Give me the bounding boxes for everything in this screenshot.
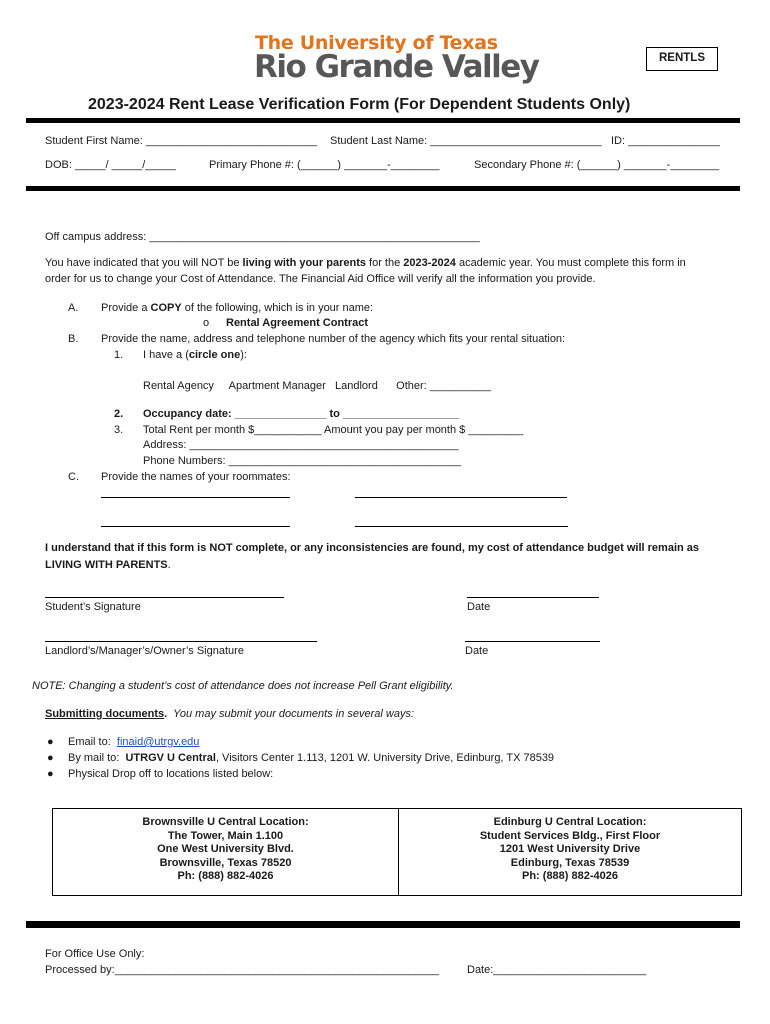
- edinburg-line: Edinburg U Central Location:: [493, 816, 647, 828]
- occupancy-date-field[interactable]: Occupancy date: _______________ to ___________________: [143, 408, 460, 420]
- brownsville-line: Brownsville, Texas 78520: [159, 856, 292, 869]
- brownsville-line: The Tower, Main 1.100: [167, 829, 284, 842]
- dob-field[interactable]: DOB: _____/ _____/_____: [45, 159, 176, 171]
- section-c-text: Provide the names of your roommates:: [101, 471, 291, 483]
- office-date-field[interactable]: Date:_________________________: [467, 964, 647, 976]
- edinburg-line: Student Services Bldg., First Floor: [479, 829, 661, 842]
- roommate-line-3[interactable]: [101, 526, 290, 527]
- email-link[interactable]: finaid@utrgv.edu: [116, 736, 200, 748]
- section-a-marker: A.: [68, 302, 79, 314]
- intro-line-2: order for us to change your Cost of Attendance. The Financial Aid Office will verify all the information you provide.: [45, 273, 596, 285]
- bullet-icon: ●: [47, 736, 54, 748]
- b-item-3-marker: 3.: [114, 424, 124, 436]
- landlord-date-line[interactable]: [465, 641, 600, 642]
- info-divider: [26, 186, 740, 191]
- edinburg-line: 1201 West University Drive: [499, 843, 641, 855]
- roommate-line-1[interactable]: [101, 497, 290, 498]
- student-signature-line[interactable]: [45, 597, 284, 598]
- understand-line-1: I understand that if this form is NOT complete, or any inconsistencies are found, my cost of attendance budget will remain as: [45, 542, 700, 554]
- b-item-2-marker: 2.: [114, 408, 124, 420]
- intro-line-1: You have indicated that you will NOT be living with your parents for the 2023-2024 academic year. You must complete this form in: [45, 257, 686, 269]
- office-divider: [26, 921, 740, 928]
- secondary-phone-field[interactable]: Secondary Phone #: (______) _______-________: [474, 159, 720, 171]
- date-label-2: Date: [465, 645, 489, 657]
- section-c-marker: C.: [68, 471, 79, 483]
- landlord-signature-label: Landlord’s/Manager’s/Owner’s Signature: [45, 645, 244, 657]
- b-item-1-marker: 1.: [114, 349, 124, 361]
- rent-amount-field[interactable]: Total Rent per month $___________ Amount you pay per month $ _________: [143, 424, 524, 436]
- landlord-signature-line[interactable]: [45, 641, 317, 642]
- title-divider: [26, 118, 740, 123]
- section-b-text: Provide the name, address and telephone number of the agency which fits your rental situation:: [101, 333, 566, 345]
- b-item-1-text: I have a (circle one):: [143, 349, 247, 361]
- logo-university-line: The University of Texas: [255, 32, 498, 54]
- form-code-badge: RENTLS: [646, 47, 718, 71]
- submitting-heading: Submitting documents. You may submit your documents in several ways:: [45, 708, 415, 720]
- understand-line-2: LIVING WITH PARENTS.: [45, 559, 171, 571]
- student-first-name-field[interactable]: Student First Name: ____________________________: [45, 135, 318, 147]
- agency-address-field[interactable]: Address: ____________________________________________: [143, 439, 459, 451]
- brownsville-location-box: [52, 808, 399, 896]
- brownsville-line: One West University Blvd.: [157, 843, 294, 855]
- student-id-field[interactable]: ID: _______________: [611, 135, 720, 147]
- page-title: 2023-2024 Rent Lease Verification Form (For Dependent Students Only): [88, 96, 631, 113]
- edinburg-line: Ph: (888) 882-4026: [522, 870, 618, 882]
- brownsville-line: Ph: (888) 882-4026: [177, 870, 274, 882]
- roommate-line-2[interactable]: [355, 497, 567, 498]
- student-signature-label: Student’s Signature: [45, 601, 141, 613]
- drop-off-item: Physical Drop off to locations listed below:: [68, 768, 274, 780]
- off-campus-address-field[interactable]: Off campus address: ______________________________________________________: [45, 231, 480, 243]
- logo-campus-line: Rio Grande Valley: [254, 49, 539, 85]
- agency-phone-field[interactable]: Phone Numbers: ______________________________________: [143, 455, 462, 467]
- student-date-line[interactable]: [467, 597, 599, 598]
- bullet-o: o: [203, 317, 210, 329]
- edinburg-location-box: [398, 808, 742, 896]
- processed-by-field[interactable]: Processed by:_____________________________________________________: [45, 964, 439, 976]
- bullet-icon: ●: [47, 752, 54, 764]
- rental-type-options[interactable]: Rental Agency Apartment Manager Landlord Other: __________: [143, 380, 491, 392]
- section-b-marker: B.: [68, 333, 79, 345]
- primary-phone-field[interactable]: Primary Phone #: (______) _______-________: [209, 159, 440, 171]
- pell-grant-note: NOTE: Changing a student’s cost of attendance does not increase Pell Grant eligibility.: [32, 680, 454, 692]
- roommate-line-4[interactable]: [355, 526, 568, 527]
- edinburg-line: Edinburg, Texas 78539: [510, 856, 630, 869]
- student-last-name-field[interactable]: Student Last Name: ____________________________: [330, 135, 602, 147]
- date-label-1: Date: [467, 601, 491, 613]
- brownsville-line: Brownsville U Central Location:: [142, 816, 309, 828]
- rental-agreement-item: Rental Agreement Contract: [226, 317, 369, 329]
- section-a-text: Provide a COPY of the following, which is in your name:: [101, 302, 374, 314]
- bullet-icon: ●: [47, 768, 54, 780]
- office-use-label: For Office Use Only:: [45, 948, 145, 960]
- mail-item: By mail to: UTRGV U Central, Visitors Center 1.113, 1201 W. University Drive, Edinburg, TX 78539: [68, 752, 555, 764]
- email-item: Email to: finaid@utrgv.edu: [68, 736, 200, 748]
